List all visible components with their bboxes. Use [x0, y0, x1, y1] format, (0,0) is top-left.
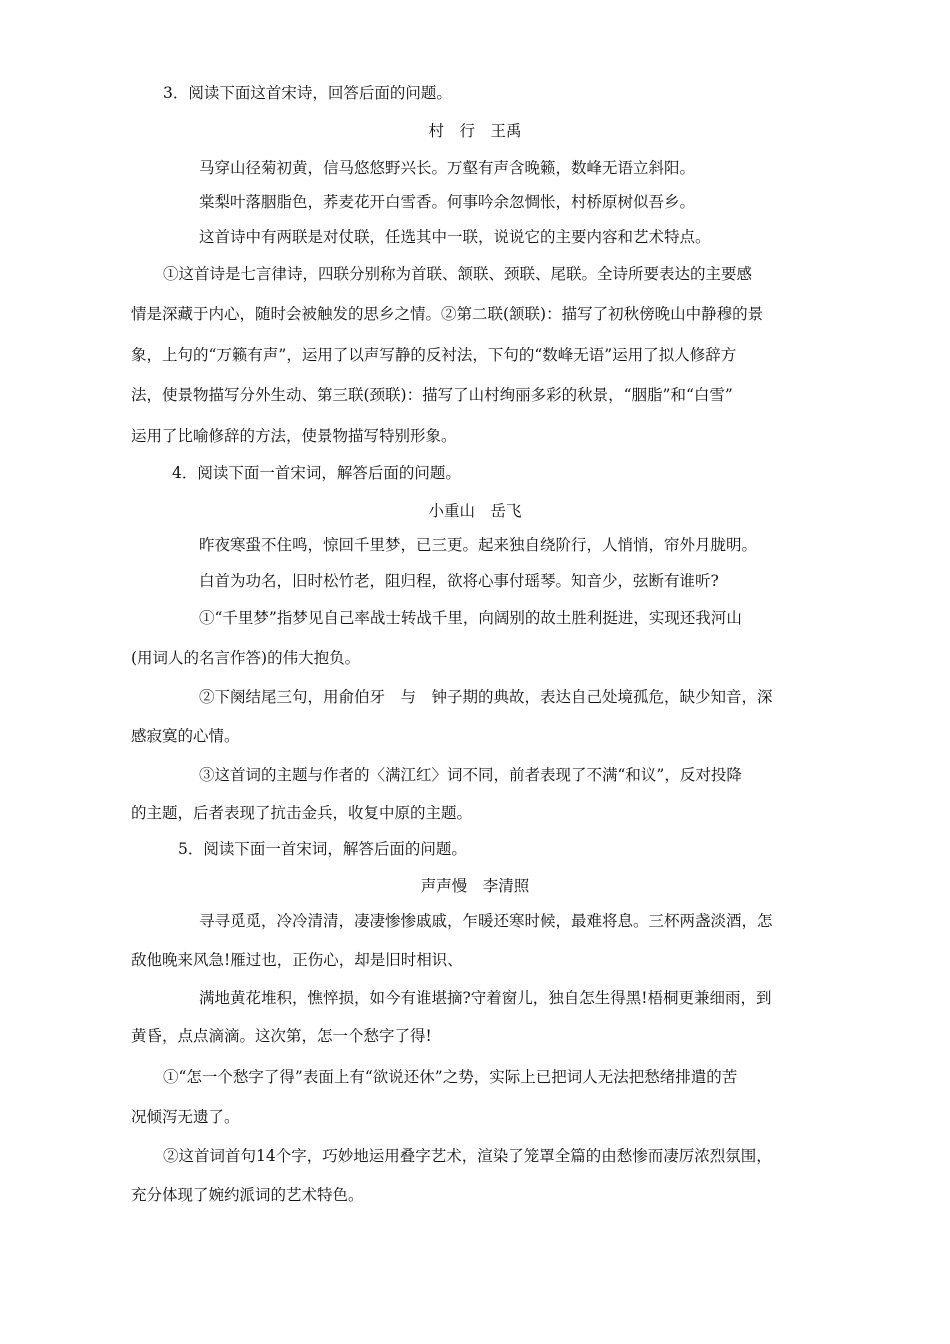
- q4-answer-line-6: 的主题，后者表现了抗击金兵，收复中原的主题。: [131, 804, 473, 822]
- q3-answer-line-4: 法，使景物描写分外生动、第三联(颈联)：描写了山村绚丽多彩的秋景，“胭脂”和“白雪”: [131, 386, 733, 404]
- q5-answer-line-4: 充分体现了婉约派词的艺术特色。: [131, 1186, 364, 1204]
- q5-poem-line-2: 敌他晚来风急!雁过也，正伤心，却是旧时相识、: [131, 951, 463, 969]
- q3-answer-line-1: ①这首诗是七言律诗，四联分别称为首联、颔联、颈联、尾联。全诗所要表达的主要感: [163, 265, 753, 283]
- q3-answer-line-5: 运用了比喻修辞的方法，使景物描写特别形象。: [131, 427, 457, 445]
- q3-answer-line-3: 象，上句的“万籁有声”，运用了以声写静的反衬法，下句的“数峰无语”运用了拟人修辞方: [131, 346, 737, 364]
- q5-poem-line-1: 寻寻觅觅，冷冷清清，凄凄惨惨戚戚，乍暖还寒时候，最难将息。三杯两盏淡酒，怎: [199, 912, 773, 930]
- q4-answer-line-5: ③这首词的主题与作者的〈满江红〉词不同，前者表现了不满“和议”，反对投降: [199, 766, 742, 784]
- q4-poem-line-1: 昨夜寒蛩不住鸣，惊回千里梦，已三更。起来独自绕阶行，人悄悄，帘外月胧明。: [199, 536, 758, 554]
- q5-poem-title: 声声慢 李清照: [420, 877, 530, 895]
- q3-answer-line-2: 情是深藏于内心，随时会被触发的思乡之情。②第二联(颔联)：描写了初秋傍晚山中静穆的景: [131, 305, 764, 323]
- q4-answer-line-2: (用词人的名言作答)的伟大抱负。: [131, 649, 361, 667]
- q5-heading: 5．阅读下面一首宋词，解答后面的问题。: [178, 840, 467, 858]
- q3-heading: 3．阅读下面这首宋诗，回答后面的问题。: [163, 84, 452, 102]
- q5-answer-line-3: ②这首词首句14个字，巧妙地运用叠字艺术，渲染了笼罩全篇的由愁惨而凄厉浓烈氛围，: [163, 1147, 772, 1165]
- q3-poem-title: 村 行 王禹: [428, 122, 522, 140]
- q3-question: 这首诗中有两联是对仗联，任选其中一联，说说它的主要内容和艺术特点。: [199, 228, 711, 246]
- q4-poem-line-2: 白首为功名，旧时松竹老，阻归程，欲将心事付瑶琴。知音少，弦断有谁听?: [199, 572, 719, 590]
- q5-answer-line-2: 况倾泻无遗了。: [131, 1108, 240, 1126]
- q4-answer-line-3: ②下阕结尾三句，用俞伯牙 与 钟子期的典故，表达自己处境孤危，缺少知音，深: [199, 688, 773, 706]
- q3-poem-line-1: 马穿山径菊初黄，信马悠悠野兴长。万壑有声含晚籁，数峰无语立斜阳。: [199, 159, 696, 177]
- q5-answer-line-1: ①“怎一个愁字了得”表面上有“欲说还休”之势，实际上已把词人无法把愁绪排遣的苦: [163, 1068, 738, 1086]
- q4-answer-line-1: ①“千里梦”指梦见自己率战士转战千里，向阔别的故土胜利挺进，实现还我河山: [199, 609, 742, 627]
- q4-answer-line-4: 感寂寞的心情。: [131, 727, 240, 745]
- q5-poem-line-3: 满地黄花堆积，憔悴损，如今有谁堪摘?守着窗儿，独自怎生得黑!梧桐更兼细雨，到: [199, 989, 772, 1007]
- q5-poem-line-4: 黄昏，点点滴滴。这次第，怎一个愁字了得!: [131, 1027, 432, 1045]
- q4-heading: 4．阅读下面一首宋词，解答后面的问题。: [172, 464, 461, 482]
- q3-poem-line-2: 棠梨叶落胭脂色，荞麦花开白雪香。何事吟余忽惆怅，村桥原树似吾乡。: [199, 193, 696, 211]
- q4-poem-title: 小重山 岳飞: [428, 502, 522, 520]
